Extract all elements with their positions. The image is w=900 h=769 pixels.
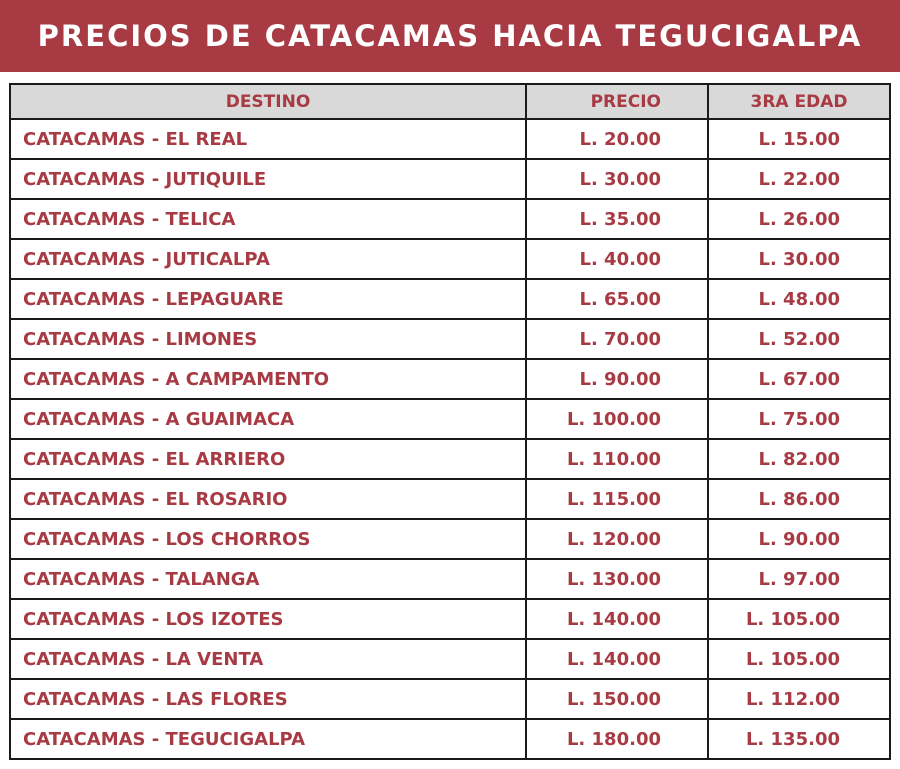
destino-cell: CATACAMAS - EL ARRIERO <box>10 439 526 479</box>
destino-cell: CATACAMAS - LAS FLORES <box>10 679 526 719</box>
table-header-row <box>10 84 890 119</box>
precio-cell: L. 140.00 <box>526 599 708 639</box>
table-row <box>10 559 890 599</box>
precio-cell: L. 20.00 <box>526 119 708 159</box>
table-row <box>10 279 890 319</box>
precio-cell: L. 150.00 <box>526 679 708 719</box>
table-row <box>10 199 890 239</box>
title-banner <box>0 0 900 72</box>
column-header-3ra-edad: 3RA EDAD <box>708 84 890 119</box>
tercera-edad-cell: L. 75.00 <box>708 399 890 439</box>
destino-cell: CATACAMAS - JUTICALPA <box>10 239 526 279</box>
table-row <box>10 519 890 559</box>
destino-cell: CATACAMAS - A CAMPAMENTO <box>10 359 526 399</box>
table-row <box>10 359 890 399</box>
destino-cell: CATACAMAS - LEPAGUARE <box>10 279 526 319</box>
precio-cell: L. 120.00 <box>526 519 708 559</box>
tercera-edad-cell: L. 48.00 <box>708 279 890 319</box>
table-row <box>10 719 890 759</box>
destino-cell: CATACAMAS - A GUAIMACA <box>10 399 526 439</box>
table-row <box>10 639 890 679</box>
table-row <box>10 599 890 639</box>
destino-cell: CATACAMAS - TALANGA <box>10 559 526 599</box>
table-row <box>10 319 890 359</box>
tercera-edad-cell: L. 112.00 <box>708 679 890 719</box>
precio-cell: L. 90.00 <box>526 359 708 399</box>
column-header-precio: PRECIO <box>526 84 708 119</box>
destino-cell: CATACAMAS - LOS IZOTES <box>10 599 526 639</box>
tercera-edad-cell: L. 15.00 <box>708 119 890 159</box>
precio-cell: L. 35.00 <box>526 199 708 239</box>
tercera-edad-cell: L. 67.00 <box>708 359 890 399</box>
page-title: PRECIOS DE CATACAMAS HACIA TEGUCIGALPA <box>37 19 863 53</box>
precio-cell: L. 65.00 <box>526 279 708 319</box>
destino-cell: CATACAMAS - JUTIQUILE <box>10 159 526 199</box>
table-row <box>10 159 890 199</box>
precio-cell: L. 100.00 <box>526 399 708 439</box>
precio-cell: L. 115.00 <box>526 479 708 519</box>
tercera-edad-cell: L. 86.00 <box>708 479 890 519</box>
precio-cell: L. 70.00 <box>526 319 708 359</box>
precio-cell: L. 40.00 <box>526 239 708 279</box>
precio-cell: L. 30.00 <box>526 159 708 199</box>
column-header-destino: DESTINO <box>10 84 526 119</box>
tercera-edad-cell: L. 97.00 <box>708 559 890 599</box>
destino-cell: CATACAMAS - TEGUCIGALPA <box>10 719 526 759</box>
table-row <box>10 119 890 159</box>
tercera-edad-cell: L. 105.00 <box>708 599 890 639</box>
precio-cell: L. 180.00 <box>526 719 708 759</box>
precio-cell: L. 110.00 <box>526 439 708 479</box>
tercera-edad-cell: L. 52.00 <box>708 319 890 359</box>
destino-cell: CATACAMAS - TELICA <box>10 199 526 239</box>
precio-cell: L. 130.00 <box>526 559 708 599</box>
destino-cell: CATACAMAS - EL REAL <box>10 119 526 159</box>
precio-cell: L. 140.00 <box>526 639 708 679</box>
table-row <box>10 439 890 479</box>
tercera-edad-cell: L. 82.00 <box>708 439 890 479</box>
table-row <box>10 239 890 279</box>
destino-cell: CATACAMAS - LIMONES <box>10 319 526 359</box>
tercera-edad-cell: L. 90.00 <box>708 519 890 559</box>
destino-cell: CATACAMAS - LOS CHORROS <box>10 519 526 559</box>
destino-cell: CATACAMAS - EL ROSARIO <box>10 479 526 519</box>
table-row <box>10 479 890 519</box>
table-row <box>10 679 890 719</box>
destino-cell: CATACAMAS - LA VENTA <box>10 639 526 679</box>
tercera-edad-cell: L. 135.00 <box>708 719 890 759</box>
tercera-edad-cell: L. 105.00 <box>708 639 890 679</box>
table-row <box>10 399 890 439</box>
price-table <box>9 83 891 760</box>
tercera-edad-cell: L. 22.00 <box>708 159 890 199</box>
tercera-edad-cell: L. 30.00 <box>708 239 890 279</box>
tercera-edad-cell: L. 26.00 <box>708 199 890 239</box>
table-body <box>10 119 890 759</box>
